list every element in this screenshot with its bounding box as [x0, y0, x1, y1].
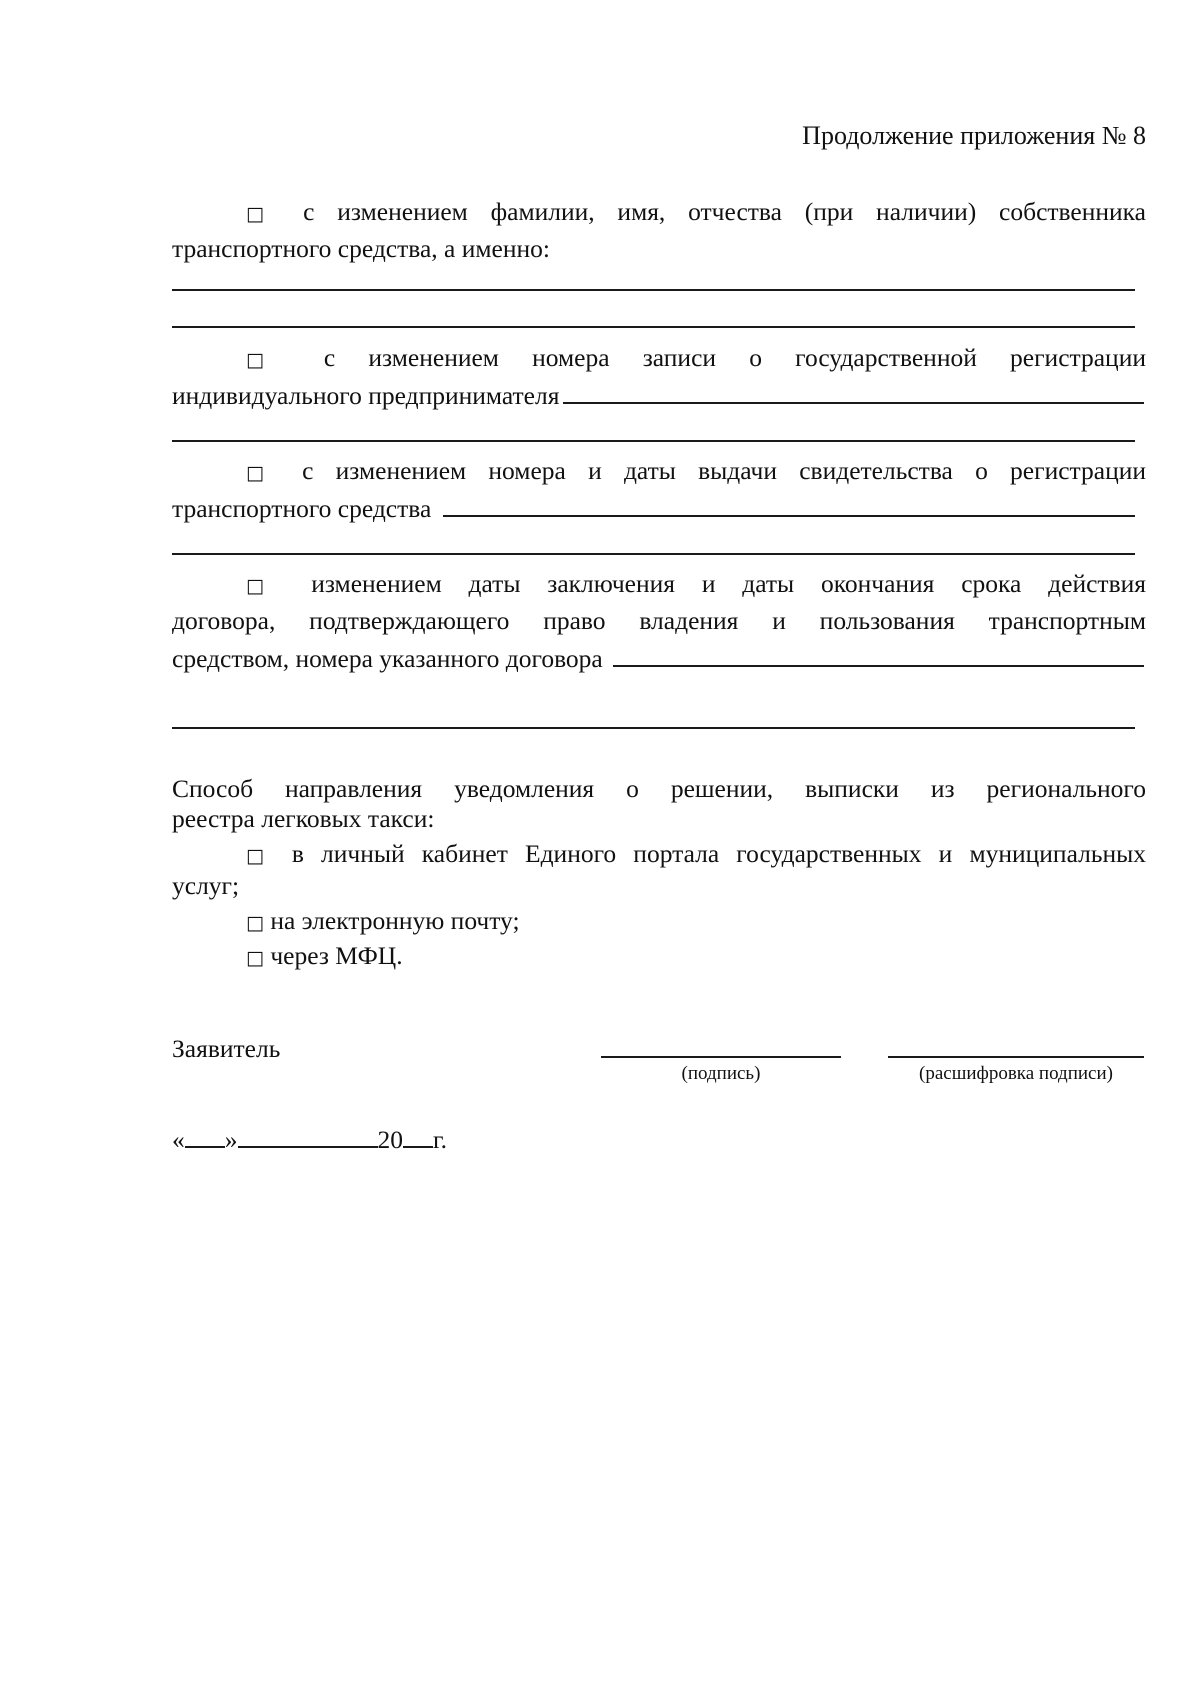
- signature-decoding-caption: (расшифровка подписи): [919, 1063, 1113, 1084]
- date-month-field[interactable]: [238, 1120, 378, 1148]
- option-2-line-2: индивидуального предпринимателя: [172, 376, 1144, 414]
- date-line: [172, 1120, 447, 1158]
- option-2-answer-line[interactable]: [172, 440, 1135, 442]
- option-4-line-1: □ изменением даты заключения и даты окончания срока действия: [246, 569, 1146, 598]
- continuation-header: Продолжение приложения № 8: [802, 121, 1146, 150]
- date-year-suffix: г.: [433, 1125, 447, 1154]
- date-day-field[interactable]: [185, 1120, 225, 1148]
- signature-caption: (подпись): [681, 1063, 761, 1084]
- method-portal-line-1: □ в личный кабинет Единого портала государственных и муниципальных: [246, 839, 1146, 868]
- option-3-answer-line[interactable]: [172, 553, 1135, 555]
- checkbox-icon[interactable]: □: [246, 947, 264, 969]
- option-3-answer-field[interactable]: [443, 489, 1135, 517]
- method-email: □ на электронную почту;: [246, 906, 520, 935]
- option-1-answer-line-2[interactable]: [172, 326, 1135, 328]
- option-1-answer-line-1[interactable]: [172, 289, 1135, 291]
- date-open-quote: «: [172, 1125, 185, 1154]
- option-2-answer-field[interactable]: [563, 376, 1144, 404]
- notification-title-line-1: Способ направления уведомления о решении, выписки из регионального: [172, 774, 1146, 803]
- date-close-quote: »: [224, 1125, 238, 1154]
- signature-line[interactable]: [601, 1056, 841, 1058]
- option-1-line-1: □ с изменением фамилии, имя, отчества (при наличии) собственника: [246, 197, 1146, 226]
- option-3-line-2: транспортного средства: [172, 489, 1135, 527]
- date-year-prefix: 20: [377, 1125, 403, 1154]
- method-portal-line-2: услуг;: [172, 871, 240, 900]
- checkbox-icon[interactable]: □: [246, 575, 285, 597]
- checkbox-icon[interactable]: □: [246, 462, 280, 484]
- notification-title-line-2: реестра легковых такси:: [172, 804, 435, 833]
- checkbox-icon[interactable]: □: [246, 203, 281, 225]
- option-1-line-2: транспортного средства, а именно:: [172, 234, 550, 263]
- option-4-answer-line[interactable]: [172, 727, 1135, 729]
- method-mfc: □ через МФЦ.: [246, 941, 403, 970]
- option-2-line-1: □ с изменением номера записи о государственной регистрации: [246, 343, 1146, 372]
- checkbox-icon[interactable]: □: [246, 845, 275, 867]
- option-4-line-3: средством, номера указанного договора: [172, 639, 1144, 677]
- checkbox-icon[interactable]: □: [246, 912, 264, 934]
- option-4-line-2: договора, подтверждающего право владения и пользования транспортным: [172, 606, 1146, 635]
- option-4-answer-field[interactable]: [613, 639, 1144, 667]
- applicant-label: Заявитель: [172, 1034, 281, 1063]
- date-year-field[interactable]: [403, 1120, 433, 1148]
- checkbox-icon[interactable]: □: [246, 349, 291, 371]
- option-3-line-1: □ с изменением номера и даты выдачи свидетельства о регистрации: [246, 456, 1147, 485]
- signature-decoding-line[interactable]: [888, 1056, 1144, 1058]
